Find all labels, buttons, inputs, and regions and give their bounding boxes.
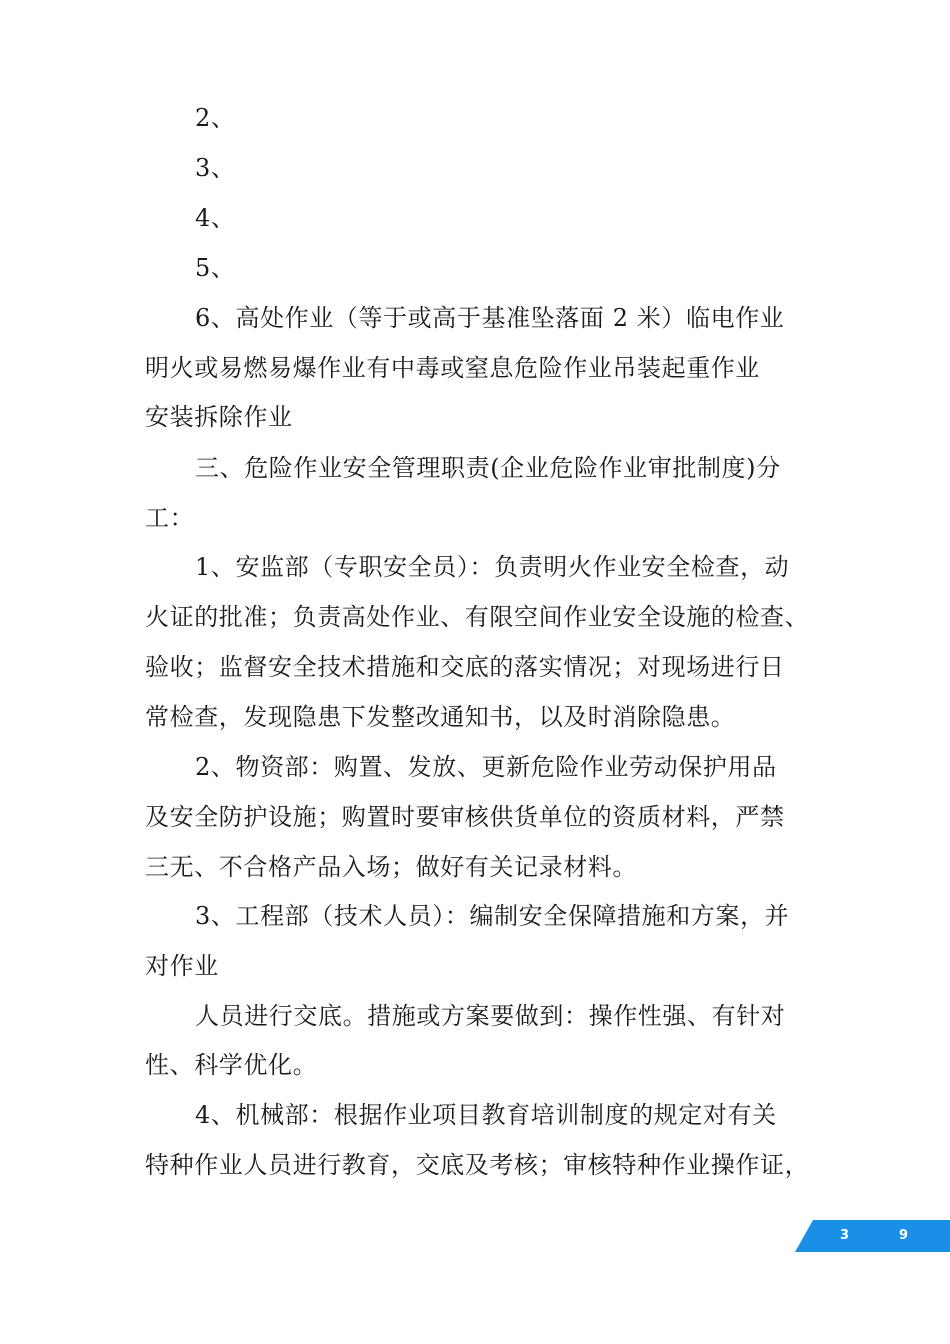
text-line: 1、安监部（专职安全员）：负责明火作业安全检查，动 xyxy=(195,553,790,581)
text-line: 4、 xyxy=(195,204,236,232)
text-line: 3、工程部（技术人员）：编制安全保障措施和方案，并 xyxy=(195,902,790,930)
text-line: 安装拆除作业 xyxy=(145,403,293,431)
page-number-total: 9 xyxy=(899,1228,909,1243)
text-line: 性、科学优化。 xyxy=(145,1051,318,1079)
text-line: 常检查，发现隐患下发整改通知书，以及时消除隐患。 xyxy=(145,703,736,731)
text-line: 5、 xyxy=(195,254,236,282)
text-line: 2、物资部：购置、发放、更新危险作业劳动保护用品 xyxy=(195,753,777,781)
text-line: 火证的批准；负责高处作业、有限空间作业安全设施的检查、 xyxy=(145,603,810,631)
text-line: 2、 xyxy=(195,104,236,132)
page-footer-band xyxy=(795,1220,950,1252)
text-line: 验收；监督安全技术措施和交底的落实情况；对现场进行日 xyxy=(145,653,785,681)
text-line: 明火或易燃易爆作业有中毒或窒息危险作业吊装起重作业 xyxy=(145,354,760,382)
text-line: 三无、不合格产品入场；做好有关记录材料。 xyxy=(145,853,637,881)
text-line: 4、机械部：根据作业项目教育培训制度的规定对有关 xyxy=(195,1101,777,1129)
text-line: 人员进行交底。措施或方案要做到：操作性强、有针对 xyxy=(195,1002,786,1030)
text-line: 工： xyxy=(145,504,195,532)
text-line: 3、 xyxy=(195,154,236,182)
text-line: 6、高处作业（等于或高于基准坠落面 2 米）临电作业 xyxy=(195,304,785,332)
text-line: 对作业 xyxy=(145,952,219,980)
page-number-current: 3 xyxy=(840,1228,850,1243)
text-line: 及安全防护设施；购置时要审核供货单位的资质材料，严禁 xyxy=(145,803,785,831)
footer-band-shape xyxy=(795,1220,950,1252)
text-line: 特种作业人员进行教育，交底及考核；审核特种作业操作证， xyxy=(145,1151,810,1179)
text-line: 三、危险作业安全管理职责(企业危险作业审批制度)分 xyxy=(195,454,781,482)
